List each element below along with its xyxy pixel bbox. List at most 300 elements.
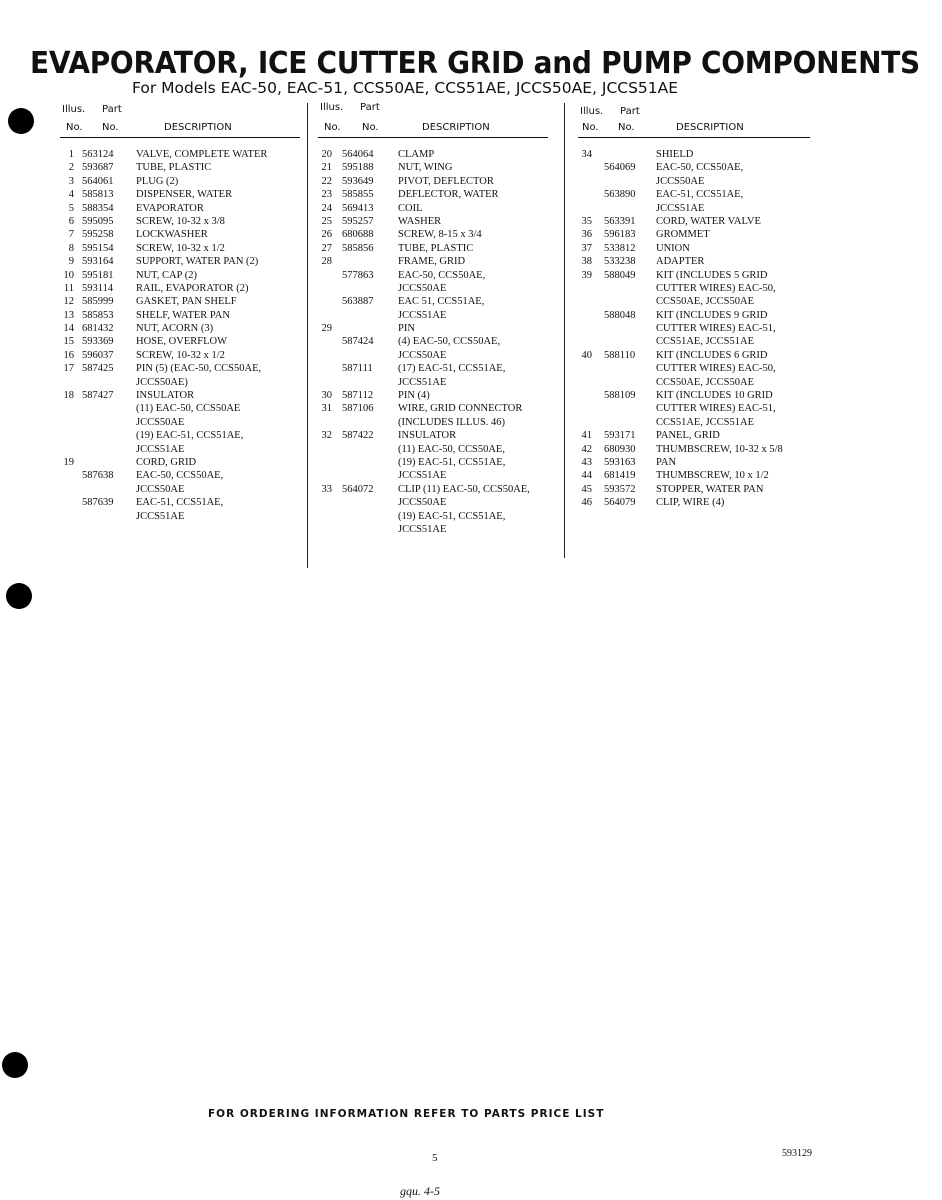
header-description: DESCRIPTION: [164, 122, 232, 133]
description: JCCS50AE: [398, 497, 447, 509]
table-row: [60, 255, 300, 268]
part-no: 587639: [82, 497, 114, 509]
table-row: [60, 362, 300, 375]
illus-no: 42: [581, 443, 592, 455]
table-row: [578, 148, 810, 161]
table-row: [318, 228, 548, 241]
description: EAC-50, CCS50AE,: [398, 269, 486, 281]
description: JCCS51AE: [398, 309, 447, 321]
description: (INCLUDES ILLUS. 46): [398, 416, 506, 428]
header-illus-no: No.: [324, 122, 341, 133]
illus-no: 18: [63, 390, 74, 402]
description: CLIP (11) EAC-50, CCS50AE,: [398, 483, 530, 495]
binder-hole-top: [8, 108, 34, 134]
description: FRAME, GRID: [398, 256, 466, 268]
description: PIN (4): [398, 390, 430, 402]
table-row: [60, 483, 300, 496]
table-row: [60, 443, 300, 456]
table-row: [318, 269, 548, 282]
description: EAC-51, CCS51AE,: [136, 497, 224, 509]
description: SHELF, WATER PAN: [136, 309, 230, 321]
illus-no: 33: [321, 483, 332, 495]
description: CCS50AE, JCCS50AE: [656, 376, 755, 388]
illus-no: 11: [63, 282, 74, 294]
table-row: [578, 228, 810, 241]
illus-no: 36: [581, 229, 592, 241]
part-no: 595181: [82, 269, 114, 281]
table-row: [318, 322, 548, 335]
column-divider-2: [564, 103, 565, 558]
part-no: 588354: [82, 202, 114, 214]
illus-no: 41: [581, 430, 592, 442]
table-row: [60, 188, 300, 201]
table-row: [60, 175, 300, 188]
page-number: 5: [432, 1152, 438, 1164]
description: PIVOT, DEFLECTOR: [398, 175, 494, 187]
description: EAC-50, CCS50AE,: [656, 162, 744, 174]
parts-column-1: [60, 101, 300, 523]
part-no: 595095: [82, 215, 114, 227]
part-no: 569413: [342, 202, 374, 214]
part-no: 588109: [604, 390, 636, 402]
description: JCCS51AE: [136, 510, 185, 522]
table-row: [60, 148, 300, 161]
description: SCREW, 10-32 x 1/2: [136, 349, 225, 361]
illus-no: 25: [321, 215, 332, 227]
description: JCCS50AE: [136, 416, 185, 428]
illus-no: 21: [321, 162, 332, 174]
part-no: 533238: [604, 256, 636, 268]
column-header: [578, 101, 810, 138]
table-row: [318, 416, 548, 429]
table-row: [578, 282, 810, 295]
ordering-note: FOR ORDERING INFORMATION REFER TO PARTS PRICE LIST: [208, 1108, 605, 1120]
illus-no: 17: [63, 363, 74, 375]
illus-no: 34: [581, 149, 592, 160]
illus-no: 4: [68, 189, 74, 201]
table-row: [318, 443, 548, 456]
table-row: [578, 389, 810, 402]
part-no: 587111: [342, 363, 373, 375]
table-row: [60, 161, 300, 174]
header-illus: Illus.: [580, 106, 604, 117]
table-row: [60, 469, 300, 482]
part-no: 587425: [82, 363, 114, 375]
part-no: 563890: [604, 189, 636, 201]
part-no: 585813: [82, 189, 114, 201]
description: NUT, WING: [398, 162, 453, 174]
description: TUBE, PLASTIC: [398, 242, 474, 254]
description: PIN (5) (EAC-50, CCS50AE,: [136, 363, 262, 375]
table-row: [578, 161, 810, 174]
illus-no: 44: [581, 470, 592, 482]
table-row: [60, 269, 300, 282]
part-no: 563391: [604, 215, 636, 227]
description: CORD, WATER VALVE: [656, 215, 761, 227]
part-no: 587638: [82, 470, 114, 482]
description: SCREW, 10-32 x 1/2: [136, 242, 225, 254]
description: EAC-51, CCS51AE,: [656, 189, 744, 201]
illus-no: 39: [581, 269, 592, 281]
table-row: [318, 242, 548, 255]
illus-no: 20: [321, 149, 332, 160]
description: WIRE, GRID CONNECTOR: [398, 403, 523, 415]
table-row: [578, 295, 810, 308]
part-no: 587112: [342, 390, 374, 402]
table-row: [318, 349, 548, 362]
table-row: [578, 496, 810, 509]
illus-no: 7: [68, 229, 74, 241]
description: EAC 51, CCS51AE,: [398, 296, 485, 308]
part-no: 595188: [342, 162, 374, 174]
description: SCREW, 8-15 x 3/4: [398, 229, 482, 241]
description: TUBE, PLASTIC: [136, 162, 212, 174]
header-part: Part: [360, 102, 380, 113]
part-no: 593572: [604, 483, 636, 495]
description: COIL: [398, 202, 423, 214]
table-row: [60, 496, 300, 509]
description: (4) EAC-50, CCS50AE,: [398, 336, 501, 348]
description: JCCS50AE: [398, 282, 447, 294]
description: CLIP, WIRE (4): [656, 497, 725, 509]
illus-no: 29: [321, 323, 332, 335]
column-divider-1: [307, 103, 308, 568]
part-no: 585855: [342, 189, 374, 201]
illus-no: 15: [63, 336, 74, 348]
header-part-no: No.: [618, 122, 635, 133]
table-row: [60, 215, 300, 228]
description: LOCKWASHER: [136, 229, 208, 241]
table-row: [318, 389, 548, 402]
table-row: [318, 335, 548, 348]
table-row: [578, 362, 810, 375]
header-illus: Illus.: [62, 104, 86, 115]
table-row: [318, 161, 548, 174]
description: RAIL, EVAPORATOR (2): [136, 282, 249, 294]
description: PIN: [398, 323, 415, 335]
table-row: [60, 376, 300, 389]
description: SCREW, 10-32 x 3/8: [136, 215, 225, 227]
description: JCCS50AE: [656, 175, 705, 187]
description: PANEL, GRID: [656, 430, 720, 442]
illus-no: 32: [321, 430, 332, 442]
table-row: [578, 335, 810, 348]
part-no: 680930: [604, 443, 636, 455]
description: SUPPORT, WATER PAN (2): [136, 256, 259, 268]
illus-no: 13: [63, 309, 74, 321]
illus-no: 14: [63, 323, 74, 335]
table-row: [60, 202, 300, 215]
description: WASHER: [398, 215, 442, 227]
illus-no: 22: [321, 175, 332, 187]
part-no: 563887: [342, 296, 374, 308]
table-row: [318, 376, 548, 389]
table-row: [60, 309, 300, 322]
illus-no: 43: [581, 456, 592, 468]
table-row: [578, 349, 810, 362]
description: INSULATOR: [136, 390, 195, 402]
illus-no: 26: [321, 229, 332, 241]
table-row: [578, 242, 810, 255]
part-no: 593164: [82, 256, 114, 268]
binder-hole-middle: [6, 583, 32, 609]
description: DISPENSER, WATER: [136, 189, 233, 201]
table-row: [318, 282, 548, 295]
illus-no: 24: [321, 202, 332, 214]
table-row: [60, 295, 300, 308]
illus-no: 45: [581, 483, 592, 495]
table-row: [578, 456, 810, 469]
header-illus-no: No.: [66, 122, 83, 133]
illus-no: 46: [581, 497, 592, 509]
description: THUMBSCREW, 10 x 1/2: [656, 470, 769, 482]
table-row: [318, 255, 548, 268]
description: KIT (INCLUDES 5 GRID: [656, 269, 768, 281]
part-no: 587422: [342, 430, 374, 442]
description: INSULATOR: [398, 430, 457, 442]
table-row: [60, 402, 300, 415]
part-no: 564064: [342, 149, 374, 160]
part-no: 588110: [604, 349, 636, 361]
description: JCCS50AE: [136, 483, 185, 495]
description: THUMBSCREW, 10-32 x 5/8: [656, 443, 783, 455]
table-row: [60, 282, 300, 295]
description: JCCS51AE: [398, 470, 447, 482]
description: (11) EAC-50, CCS50AE,: [398, 443, 505, 455]
part-no: 593171: [604, 430, 636, 442]
description: CCS50AE, JCCS50AE: [656, 296, 755, 308]
illus-no: 5: [68, 202, 74, 214]
illus-no: 40: [581, 349, 592, 361]
header-description: DESCRIPTION: [676, 122, 744, 133]
part-no: 585999: [82, 296, 114, 308]
part-no: 564061: [82, 175, 114, 187]
description: STOPPER, WATER PAN: [656, 483, 764, 495]
table-row: [318, 510, 548, 523]
description: (11) EAC-50, CCS50AE: [136, 403, 241, 415]
table-row: [60, 349, 300, 362]
illus-no: 8: [68, 242, 74, 254]
table-row: [60, 416, 300, 429]
table-row: [578, 269, 810, 282]
table-row: [318, 309, 548, 322]
table-row: [318, 202, 548, 215]
description: CLAMP: [398, 149, 435, 160]
part-no: 595257: [342, 215, 374, 227]
description: UNION: [656, 242, 690, 254]
table-row: [60, 429, 300, 442]
table-row: [578, 255, 810, 268]
illus-no: 35: [581, 215, 592, 227]
illus-no: 30: [321, 390, 332, 402]
part-no: 587427: [82, 390, 114, 402]
description: (19) EAC-51, CCS51AE,: [398, 456, 506, 468]
description: CUTTER WIRES) EAC-51,: [656, 403, 776, 415]
description: (19) EAC-51, CCS51AE,: [398, 510, 506, 522]
description: CCS51AE, JCCS51AE: [656, 336, 755, 348]
description: JCCS50AE): [136, 376, 188, 388]
part-no: 595154: [82, 242, 114, 254]
part-no: 577863: [342, 269, 374, 281]
description: JCCS51AE: [136, 443, 185, 455]
description: GROMMET: [656, 229, 710, 241]
illus-no: 6: [68, 215, 74, 227]
table-row: [318, 483, 548, 496]
description: CUTTER WIRES) EAC-50,: [656, 363, 776, 375]
illus-no: 23: [321, 189, 332, 201]
description: JCCS51AE: [398, 523, 447, 535]
header-illus: Illus.: [320, 102, 344, 113]
description: NUT, CAP (2): [136, 269, 197, 281]
description: VALVE, COMPLETE WATER: [136, 149, 268, 160]
description: CORD, GRID: [136, 456, 197, 468]
table-row: [318, 175, 548, 188]
illus-no: 10: [63, 269, 74, 281]
description: EAC-50, CCS50AE,: [136, 470, 224, 482]
table-row: [318, 295, 548, 308]
table-row: [578, 215, 810, 228]
part-no: 585856: [342, 242, 374, 254]
header-illus-no: No.: [582, 122, 599, 133]
table-row: [318, 362, 548, 375]
description: HOSE, OVERFLOW: [136, 336, 227, 348]
table-row: [318, 188, 548, 201]
illus-no: 2: [68, 162, 74, 174]
part-no: 564072: [342, 483, 374, 495]
header-part-no: No.: [362, 122, 379, 133]
header-part: Part: [620, 106, 640, 117]
part-no: 587106: [342, 403, 374, 415]
table-row: [318, 456, 548, 469]
binder-hole-bottom: [2, 1052, 28, 1078]
table-row: [578, 376, 810, 389]
table-row: [578, 416, 810, 429]
description: JCCS51AE: [656, 202, 705, 214]
table-row: [578, 309, 810, 322]
description: GASKET, PAN SHELF: [136, 296, 237, 308]
parts-rows: [60, 148, 300, 523]
description: CUTTER WIRES) EAC-51,: [656, 323, 776, 335]
description: (17) EAC-51, CCS51AE,: [398, 363, 506, 375]
table-row: [318, 215, 548, 228]
description: PAN: [656, 456, 677, 468]
table-row: [318, 469, 548, 482]
table-row: [578, 202, 810, 215]
illus-no: 1: [68, 149, 74, 160]
illus-no: 12: [63, 296, 74, 308]
table-row: [578, 175, 810, 188]
part-no: 588049: [604, 269, 636, 281]
description: JCCS51AE: [398, 376, 447, 388]
parts-column-3: [578, 101, 810, 510]
header-part-no: No.: [102, 122, 119, 133]
table-row: [60, 322, 300, 335]
table-row: [578, 402, 810, 415]
illus-no: 31: [321, 403, 332, 415]
table-row: [318, 523, 548, 536]
table-row: [578, 429, 810, 442]
part-no: 593369: [82, 336, 114, 348]
description: EVAPORATOR: [136, 202, 204, 214]
illus-no: 38: [581, 256, 592, 268]
table-row: [578, 469, 810, 482]
description: NUT, ACORN (3): [136, 323, 214, 335]
part-no: 593163: [604, 456, 636, 468]
illus-no: 19: [63, 456, 74, 468]
parts-column-2: [318, 101, 548, 536]
illus-no: 37: [581, 242, 592, 254]
part-no: 563124: [82, 149, 114, 160]
page-title: EVAPORATOR, ICE CUTTER GRID and PUMP COMPONENTS: [30, 46, 920, 81]
column-header: [60, 101, 300, 138]
illus-no: 16: [63, 349, 74, 361]
handwritten-note: gqu. 4-5: [400, 1184, 440, 1198]
table-row: [318, 496, 548, 509]
document-number: 593129: [782, 1148, 812, 1159]
table-row: [578, 322, 810, 335]
part-no: 593649: [342, 175, 374, 187]
part-no: 533812: [604, 242, 636, 254]
illus-no: 9: [68, 256, 74, 268]
table-row: [578, 443, 810, 456]
part-no: 587424: [342, 336, 374, 348]
description: KIT (INCLUDES 6 GRID: [656, 349, 768, 361]
table-row: [318, 429, 548, 442]
part-no: 564079: [604, 497, 636, 509]
part-no: 595258: [82, 229, 114, 241]
description: KIT (INCLUDES 9 GRID: [656, 309, 768, 321]
part-no: 585853: [82, 309, 114, 321]
description: (19) EAC-51, CCS51AE,: [136, 430, 244, 442]
illus-no: 3: [68, 175, 74, 187]
table-row: [60, 389, 300, 402]
description: CUTTER WIRES) EAC-50,: [656, 282, 776, 294]
table-row: [578, 188, 810, 201]
description: JCCS50AE: [398, 349, 447, 361]
description: KIT (INCLUDES 10 GRID: [656, 390, 773, 402]
part-no: 593687: [82, 162, 114, 174]
column-header: [318, 101, 548, 138]
part-no: 588048: [604, 309, 636, 321]
description: DEFLECTOR, WATER: [398, 189, 499, 201]
part-no: 681432: [82, 323, 114, 335]
table-row: [60, 510, 300, 523]
table-row: [60, 242, 300, 255]
header-part: Part: [102, 104, 122, 115]
illus-no: 27: [321, 242, 332, 254]
parts-rows: [318, 148, 548, 536]
part-no: 564069: [604, 162, 636, 174]
illus-no: 28: [321, 256, 332, 268]
part-no: 680688: [342, 229, 374, 241]
description: PLUG (2): [136, 175, 179, 187]
header-description: DESCRIPTION: [422, 122, 490, 133]
part-no: 596037: [82, 349, 114, 361]
description: SHIELD: [656, 149, 694, 160]
part-no: 681419: [604, 470, 636, 482]
page-subtitle: For Models EAC-50, EAC-51, CCS50AE, CCS51AE, JCCS50AE, JCCS51AE: [132, 79, 679, 97]
table-row: [60, 335, 300, 348]
parts-rows: [578, 148, 810, 510]
part-no: 593114: [82, 282, 114, 294]
table-row: [318, 402, 548, 415]
table-row: [578, 483, 810, 496]
description: ADAPTER: [656, 256, 705, 268]
table-row: [60, 456, 300, 469]
description: CCS51AE, JCCS51AE: [656, 416, 755, 428]
table-row: [60, 228, 300, 241]
part-no: 596183: [604, 229, 636, 241]
